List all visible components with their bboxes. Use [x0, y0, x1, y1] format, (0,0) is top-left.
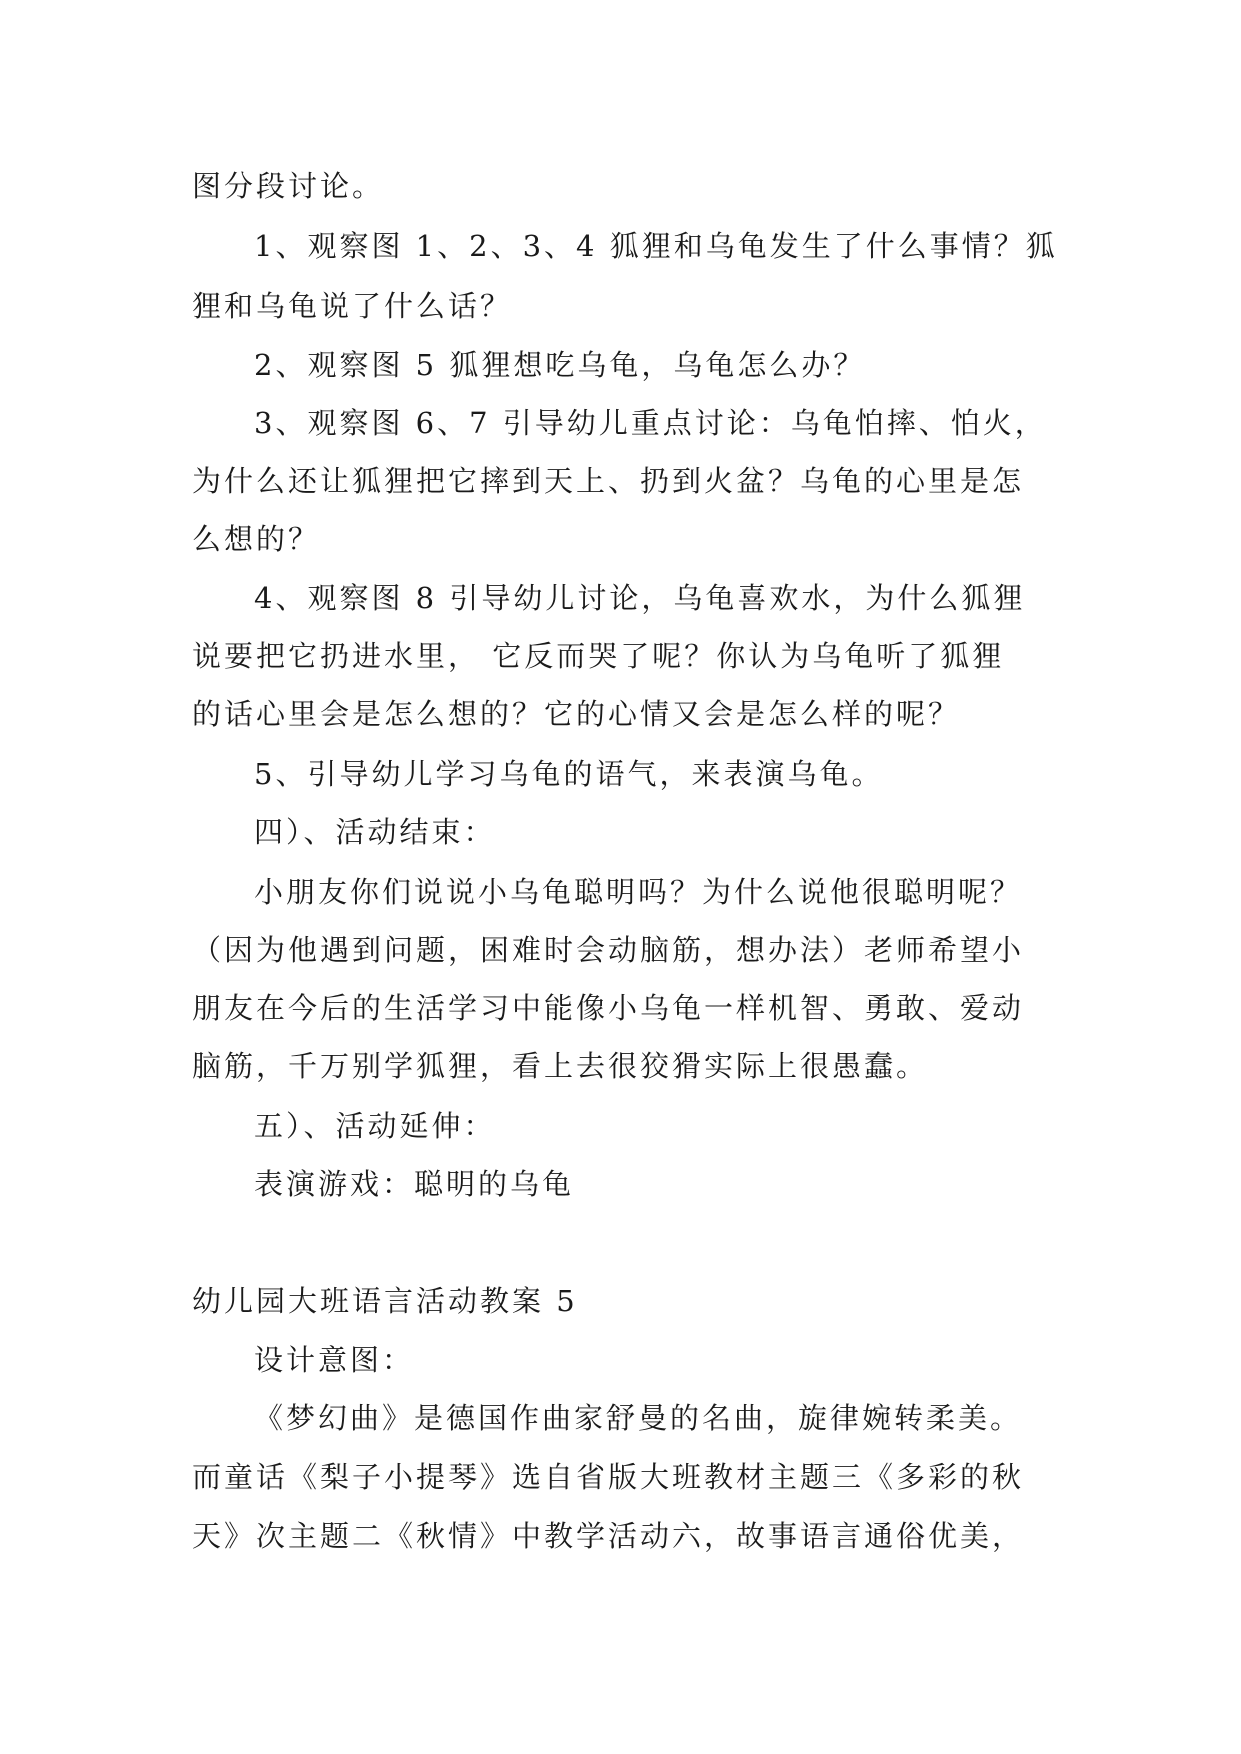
text-line: 为什么还让狐狸把它摔到天上、扔到火盆？乌龟的心里是怎 — [192, 464, 1025, 498]
section-heading: 五）、活动延伸： — [254, 1109, 496, 1143]
text-line: 么想的？ — [192, 522, 321, 556]
text-line: 图分段讨论。 — [192, 169, 385, 203]
text-line: 天》次主题二《秋情》中教学活动六，故事语言通俗优美， — [192, 1519, 1025, 1553]
text-line: （因为他遇到问题，困难时会动脑筋，想办法）老师希望小 — [192, 933, 1025, 967]
text-line: 说要把它扔进水里， 它反而哭了呢？你认为乌龟听了狐狸 — [192, 639, 1005, 673]
text-line: 狸和乌龟说了什么话？ — [192, 289, 513, 323]
text-line: 3、观察图 6、7 引导幼儿重点讨论：乌龟怕摔、怕火， — [254, 406, 1047, 440]
section-heading: 设计意图： — [254, 1343, 415, 1377]
text-line: 的话心里会是怎么想的？它的心情又会是怎么样的呢？ — [192, 697, 961, 731]
text-line: 小朋友你们说说小乌龟聪明吗？为什么说他很聪明呢？ — [254, 875, 1023, 909]
text-line: 《梦幻曲》是德国作曲家舒曼的名曲，旋律婉转柔美。 — [254, 1401, 1023, 1435]
section-heading: 四）、活动结束： — [254, 815, 496, 849]
text-line: 表演游戏：聪明的乌龟 — [254, 1167, 575, 1201]
text-line: 2、观察图 5 狐狸想吃乌龟，乌龟怎么办？ — [254, 348, 866, 382]
document-title: 幼儿园大班语言活动教案 5 — [192, 1284, 578, 1318]
text-line: 5、引导幼儿学习乌龟的语气，来表演乌龟。 — [254, 757, 884, 791]
text-line: 4、观察图 8 引导幼儿讨论，乌龟喜欢水，为什么狐狸 — [254, 581, 1026, 615]
text-line: 脑筋，千万别学狐狸，看上去很狡猾实际上很愚蠢。 — [192, 1049, 929, 1083]
text-line: 而童话《梨子小提琴》选自省版大班教材主题三《多彩的秋 — [192, 1460, 1025, 1494]
text-line: 1、观察图 1、2、3、4 狐狸和乌龟发生了什么事情？狐 — [254, 229, 1058, 263]
text-line: 朋友在今后的生活学习中能像小乌龟一样机智、勇敢、爱动 — [192, 991, 1025, 1025]
